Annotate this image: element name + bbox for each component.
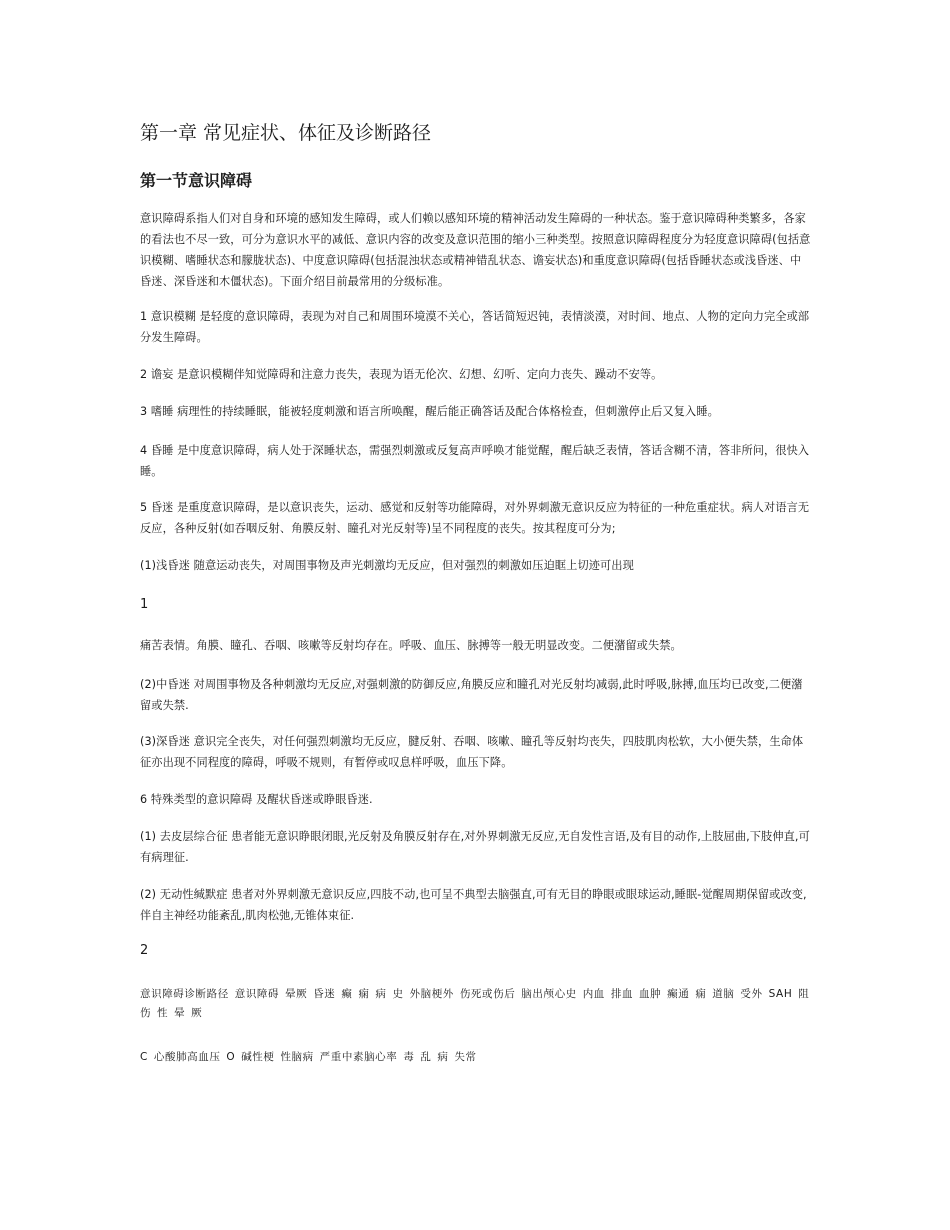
diagnosis-diagram-text: C 心酸肺高血压 O 碱性梗 性脑病 严重中素脑心率 毒 乱 病 失常 xyxy=(140,1051,477,1063)
paragraph-continued: 痛苦表情。角膜、瞳孔、吞咽、咳嗽等反射均存在。呼吸、血压、脉搏等一般无明显改变。二便潴留或失禁。 xyxy=(140,639,682,652)
paragraph-item-5-1: (1)浅昏迷 随意运动丧失，对周围事物及声光刺激均无反应，但对强烈的刺激如压迫眶上切迹可出现 xyxy=(140,559,634,572)
paragraph-intro: 意识障碍系指人们对自身和环境的感知发生障碍，或人们赖以感知环境的精神活动发生障碍的一种状态。鉴于意识障碍种类繁多，各家的看法也不尽一致，可分为意识水平的减低、意识内容的改变及意识范围的缩小三种类型。按照意识障碍程度分为轻度意识障碍(包括意识模糊、嗜睡状态和朦胧状态)、中度意识障碍(包括混浊状态或精神错乱状态、谵妄状态)和重度意识障碍(包括昏睡状态或浅昏迷、中昏迷、深昏迷和木僵状态)。下面介绍目前最常用的分级标准。 xyxy=(140,212,811,288)
paragraph-item-6-2: (2) 无动性缄默症 患者对外界刺激无意识反应,四肢不动,也可呈不典型去脑强直,可有无目的睁眼或眼球运动,睡眠-觉醒周期保留或改变,伴自主神经功能紊乱,肌肉松弛,无锥体束征. xyxy=(140,888,807,922)
paragraph-item-5-3: (3)深昏迷 意识完全丧失，对任何强烈刺激均无反应，腱反射、吞咽、咳嗽、瞳孔等反射均丧失，四肢肌肉松软，大小便失禁，生命体征亦出现不同程度的障碍，呼吸不规则，有暂停或叹息样呼吸，血压下降。 xyxy=(140,735,804,769)
paragraph-item-1: 1 意识模糊 是轻度的意识障碍，表现为对自己和周围环境漠不关心，答话简短迟钝，表情淡漠，对时间、地点、人物的定向力完全或部分发生障碍。 xyxy=(140,310,810,344)
diagnosis-diagram-text: 意识障碍诊断路径 意识障碍 晕厥 昏迷 癫 痫 病 史 外脑梗外 伤死或伤后 脑出颅心史 内血 排血 血肿 癫通 痫 道脑 受外 SAH 阻 伤 性 晕 厥 xyxy=(140,988,810,1019)
paragraph-item-6-1: (1) 去皮层综合征 患者能无意识睁眼闭眼,光反射及角膜反射存在,对外界刺激无反应,无自发性言语,及有目的动作,上肢屈曲,下肢伸直,可有病理征. xyxy=(140,830,810,864)
paragraph-item-5: 5 昏迷 是重度意识障碍，是以意识丧失，运动、感觉和反射等功能障碍，对外界刺激无意识反应为特征的一种危重症状。病人对语言无反应，各种反射(如吞咽反射、角膜反射、瞳孔对光反射等)呈不同程度的丧失。按其程度可分为; xyxy=(140,501,810,535)
paragraph-item-2: 2 谵妄 是意识模糊伴知觉障碍和注意力丧失，表现为语无伦次、幻想、幻听、定向力丧失、躁动不安等。 xyxy=(140,368,663,381)
paragraph-item-4: 4 昏睡 是中度意识障碍，病人处于深睡状态，需强烈刺激或反复高声呼唤才能觉醒，醒后缺乏表情，答话含糊不清，答非所问，很快入睡。 xyxy=(140,444,810,478)
paragraph-item-3: 3 嗜睡 病理性的持续睡眠，能被轻度刺激和语言所唤醒，醒后能正确答话及配合体格检查，但刺激停止后又复入睡。 xyxy=(140,405,719,418)
section-title: 第一节意识障碍 xyxy=(140,171,253,190)
paragraph-item-6: 6 特殊类型的意识障碍 及醒状昏迷或睁眼昏迷. xyxy=(140,793,373,806)
page-number: 2 xyxy=(140,943,149,958)
page-number: 1 xyxy=(140,597,149,612)
chapter-title: 第一章 常见症状、体征及诊断路径 xyxy=(140,122,432,144)
paragraph-item-5-2: (2)中昏迷 对周围事物及各种刺激均无反应,对强刺激的防御反应,角膜反应和瞳孔对光反射均减弱,此时呼吸,脉搏,血压均已改变,二便潴留或失禁. xyxy=(140,678,803,712)
